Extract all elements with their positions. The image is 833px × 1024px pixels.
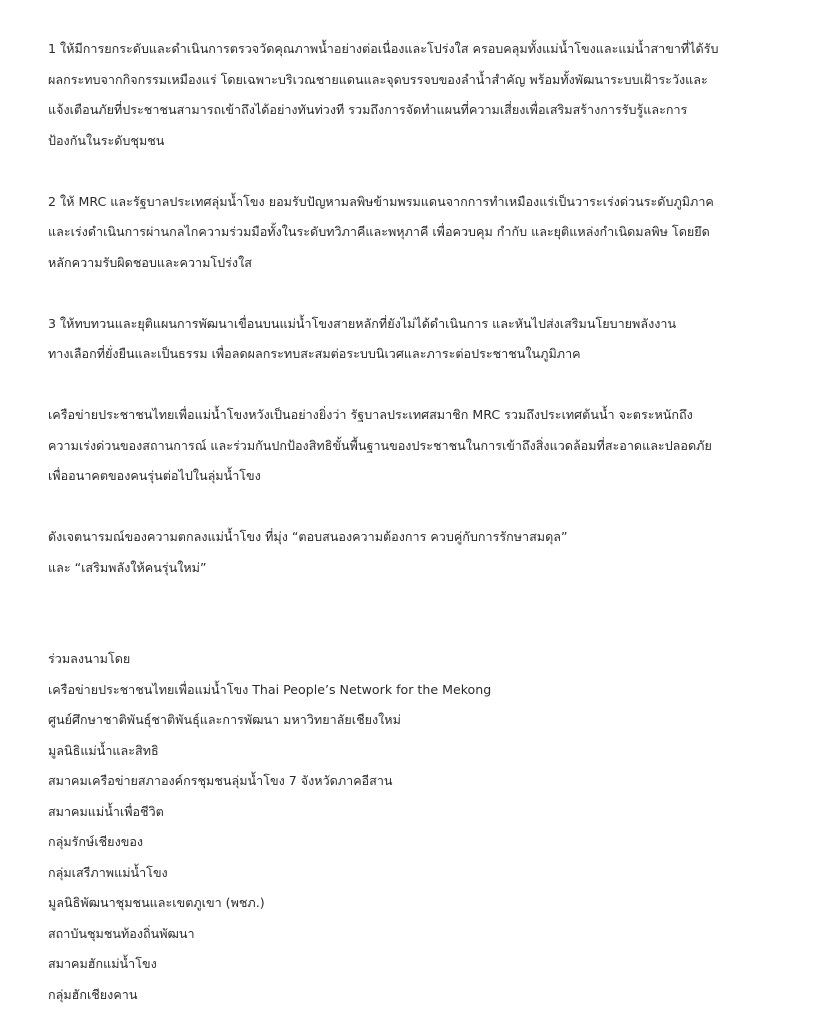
paragraph-line: เพื่ออนาคตของคนรุ่นต่อไปในลุ่มน้ำโขง	[48, 468, 261, 483]
paragraph-spacer	[48, 370, 803, 401]
paragraph-spacer	[48, 156, 803, 187]
paragraph-line: 1 ให้มีการยกระดับและดำเนินการตรวจวัดคุณภาพน้ำอย่างต่อเนื่องและโปร่งใส ครอบคลุมทั้งแม่น้ำโขงและแม่น้ำสาขาที่ได้รับ	[48, 41, 719, 56]
signatories-list	[48, 675, 803, 1011]
paragraph-line: แจ้งเตือนภัยที่ประชาชนสามารถเข้าถึงได้อย่างทันท่วงที รวมถึงการจัดทำแผนที่ความเสี่ยงเพื่อเสริมสร้างการรับรู้และการ	[48, 102, 688, 117]
signatory-item: กลุ่มฮักเชียงคาน	[48, 986, 138, 1002]
paragraph-line: และ “เสริมพลังให้คนรุ่นใหม่”	[48, 559, 207, 575]
paragraph-line: เครือข่ายประชาชนไทยเพื่อแม่น้ำโขงหวังเป็นอย่างยิ่งว่า รัฐบาลประเทศสมาชิก MRC รวมถึงประเทศต้นน้ำ จะตระหนักถึง	[48, 407, 693, 422]
paragraph-2	[48, 187, 803, 279]
paragraph-line: ดังเจตนารมณ์ของความตกลงแม่น้ำโขง ที่มุ่ง “ตอบสนองความต้องการ ควบคู่กับการรักษาสมดุล”	[48, 529, 568, 544]
paragraph-spacer	[48, 278, 803, 309]
signatory-item: สมาคมแม่น้ำเพื่อชีวิต	[48, 803, 164, 819]
paragraph-spacer	[48, 492, 803, 523]
paragraph-5	[48, 522, 803, 583]
section-spacer	[48, 583, 803, 644]
signatory-item: สมาคมฮักแม่น้ำโขง	[48, 956, 157, 971]
paragraph-3	[48, 309, 803, 370]
paragraph-line: และเร่งดำเนินการผ่านกลไกความร่วมมือทั้งในระดับทวิภาคีและพหุภาคี เพื่อควบคุม กำกับ และยุติแหล่งกำเนิดมลพิษ โดยยึด	[48, 224, 710, 239]
paragraph-line: 3 ให้ทบทวนและยุติแผนการพัฒนาเขื่อนบนแม่น้ำโขงสายหลักที่ยังไม่ได้ดำเนินการ และหันไปส่งเสริมนโยบายพลังงาน	[48, 315, 677, 331]
signatory-item: กลุ่มรักษ์เชียงของ	[48, 834, 144, 849]
paragraph-line: ป้องกันในระดับชุมชน	[48, 132, 165, 148]
signatories-heading: ร่วมลงนามโดย	[48, 651, 131, 666]
paragraph-line: 2 ให้ MRC และรัฐบาลประเทศลุ่มน้ำโขง ยอมรับปัญหามลพิษข้ามพรมแดนจากการทำเหมืองแร่เป็นวาระเร่งด่วนระดับภูมิภาค	[48, 193, 714, 209]
paragraph-line: ทางเลือกที่ยั่งยืนและเป็นธรรม เพื่อลดผลกระทบสะสมต่อระบบนิเวศและภาระต่อประชาชนในภูมิภาค	[48, 346, 581, 361]
signatory-item: สมาคมเครือข่ายสภาองค์กรชุมชนลุ่มน้ำโขง 7 จังหวัดภาคอีสาน	[48, 773, 393, 788]
paragraph-line: หลักความรับผิดชอบและความโปร่งใส	[48, 254, 252, 270]
paragraph-1	[48, 34, 803, 156]
signatory-item: เครือข่ายประชาชนไทยเพื่อแม่น้ำโขง Thai People’s Network for the Mekong	[48, 681, 492, 697]
signatory-item: มูลนิธิพัฒนาชุมชนและเขตภูเขา (พชภ.)	[48, 895, 265, 910]
signatory-item: มูลนิธิแม่น้ำและสิทธิ	[48, 742, 159, 758]
paragraph-line: ความเร่งด่วนของสถานการณ์ และร่วมกันปกป้องสิทธิขั้นพื้นฐานของประชาชนในการเข้าถึงสิ่งแวดล้อมที่สะอาดและปลอดภัย	[48, 437, 712, 453]
signatory-item: ศูนย์ศึกษาชาติพันธุ์ชาติพันธุ์และการพัฒนา มหาวิทยาลัยเชียงใหม่	[48, 712, 401, 727]
paragraph-line: ผลกระทบจากกิจกรรมเหมืองแร่ โดยเฉพาะบริเวณชายแดนและจุดบรรจบของลำน้ำสำคัญ พร้อมทั้งพัฒนาระบบเฝ้าระวังและ	[48, 71, 708, 87]
signatory-item: สถาบันชุมชนท้องถิ่นพัฒนา	[48, 925, 195, 941]
paragraph-4	[48, 400, 803, 492]
signatory-item: กลุ่มเสรีภาพแม่น้ำโขง	[48, 864, 168, 880]
